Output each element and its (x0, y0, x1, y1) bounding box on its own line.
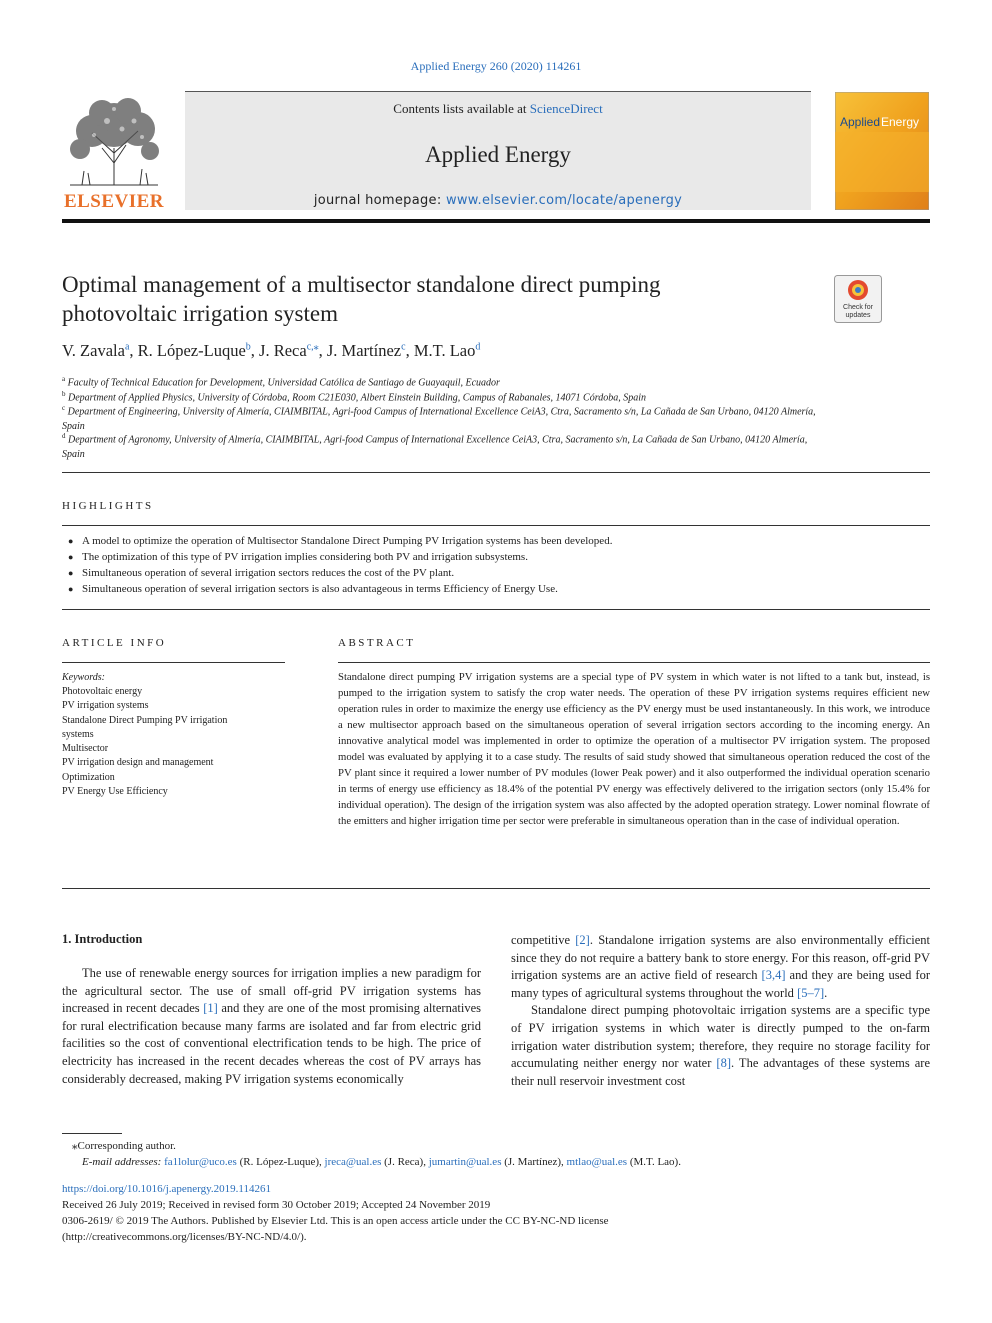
author-list: V. Zavala$^a$, R. López-Luque$^b$, J. Reca$^{c,⁎}$, J. Martínez$^c$, M.T. Lao$^d$ (62, 341, 481, 360)
svg-text:Energy: Energy (881, 115, 920, 129)
keyword: Multisector (62, 743, 109, 755)
affil-text: Department of Agronomy, University of Almería, CIAIMBITAL, Agri-food Campus of International Excellence CeiA3, Ctra, Sacramento s/n, La Cañada de San Urbano, 04120 Almería, Spain (62, 434, 808, 460)
title-line-2: photovoltaic irrigation system (62, 301, 338, 326)
license-line-1: 0306-2619/ © 2019 The Authors. Published by Elsevier Ltd. This is an open access article under the CC BY-NC-ND license (62, 1215, 609, 1227)
journal-title: Applied Energy (425, 142, 571, 167)
journal-homepage (185, 193, 811, 208)
intro-column-2 (511, 932, 930, 1090)
text: The use of renewable energy sources for irrigation implies a new paradigm for the agricultural sector. The use of small off-grid PV irrigation systems has increased in recent decades (62, 966, 481, 1016)
highlights-heading: HIGHLIGHTS (62, 500, 154, 512)
highlight-item: ● Simultaneous operation of several irrigation sectors is also advantageous in terms Efficiency of Energy Use. (62, 581, 930, 597)
crossmark-text-1: Check for (843, 304, 873, 311)
author-name[interactable]: J. Reca (259, 341, 307, 360)
email-addresses: E-mail addresses: fa1lolur@uco.es (R. López-Luque), jreca@ual.es (J. Reca), jumartin@ual.es (J. Martínez), mtlao@ual.es (M.T. Lao). (82, 1156, 681, 1168)
journal-reference[interactable]: Applied Energy 260 (2020) 114261 (410, 59, 582, 73)
author-affil-sup[interactable]: d (475, 341, 481, 353)
keyword: Photovoltaic energy (62, 686, 143, 697)
crossmark-text-2: updates (845, 312, 871, 319)
text: . Standalone irrigation systems are also environmentally efficient since they do not require a battery bank to store energy. For this reason, off-grid PV irrigation systems are an active field of research (511, 933, 930, 983)
citation-link[interactable]: [5–7] (797, 985, 825, 1000)
citation-link[interactable]: [8] (716, 1056, 731, 1071)
text: competitive (511, 933, 576, 947)
header-thick-rule (62, 219, 930, 223)
homepage-link[interactable]: www.elsevier.com/locate/apenergy (445, 193, 683, 208)
intro-paragraph-1 (62, 965, 481, 1088)
text: . The advantages of these systems are their null reservoir investment cost (511, 1056, 931, 1088)
affil-sup: c (62, 404, 66, 412)
intro-paragraph-2 (511, 1002, 930, 1090)
text: (J. Reca) (384, 1156, 424, 1168)
affil-sup: d (62, 432, 66, 440)
divider (62, 609, 930, 610)
text: and they are one of the most promising alternatives for rural electrification because many farms are isolated and far from electric grid facilities so the cost of conventional electrification tends to be high. The price of electricity has increased in the recent decades whereas the cost of PV arrays has considerably decreased, making PV irrigation systems economically (62, 1001, 481, 1086)
author-affil-sup[interactable]: c,⁎ (306, 341, 319, 353)
affil-text: Department of Engineering, University of Almería, CIAIMBITAL, Agri-food Campus of International Excellence CeiA3, Ctra, Sacramento s/n, La Cañada de San Urbano, 04120 Almería, Spain (62, 406, 816, 432)
divider (62, 662, 285, 663)
citation-link[interactable]: [1] (203, 1001, 218, 1016)
keyword: Standalone Direct Pumping PV irrigation (62, 714, 228, 726)
author-name[interactable]: R. López-Luque (137, 341, 246, 360)
highlight-item: ● Simultaneous operation of several irrigation sectors reduces the cost of the PV plant. (62, 565, 930, 581)
affil-sup: a (62, 375, 66, 383)
abstract-text: Standalone direct pumping PV irrigation systems are a special type of PV system in which water is not lifted to a tank but, instead, is pumped to the irrigation system to satisfy the crop water needs. The operation of these PV irrigation systems requires efficient new operation rules in order to maximize the energy use efficiency as the PV energy must be used instantaneously. In this work, we introduce a new multisector approach based on the simultaneous operation of several irrigation sectors according to the incoming energy. An innovative analytical model was implemented in order to optimize the operation of a multisector PV irrigation system. The proposed model was evaluated by applying it to a case study. The results of said study showed that simultaneous operation reduced the cost of the PV plant since it required a lower number of PV modules (lower Peak power) and it also outperformed the individual operation scenario in terms of energy use efficiency as 18.4% of the potential PV energy was effectively delivered to the irrigation sectors (only 15.4% for individual operation). The design of the irrigation system was also affected by the adopted operation strategy. Lower nominal flowrate of the emitters and higher irrigation time per sector were preferable in simultaneous operation than in the case of individual operation. (338, 671, 930, 827)
keywords-list (62, 685, 282, 799)
corresponding-author-note: ⁎Corresponding author. (72, 1140, 176, 1152)
keyword: PV irrigation systems (62, 700, 149, 712)
abstract-heading: ABSTRACT (338, 637, 416, 649)
footnote-rule (62, 1133, 122, 1134)
author-affil-sup[interactable]: b (245, 341, 251, 353)
license-line-2[interactable]: (http://creativecommons.org/licenses/BY-NC-ND/4.0/). (62, 1231, 307, 1243)
affil-text: Department of Applied Physics, University of Córdoba, Room C21E030, Albert Einstein Building, Campus of Rabanales, 14071 Córdoba, Spain (68, 392, 647, 404)
citation-link[interactable]: [3,4] (761, 968, 786, 983)
text: (J. Martínez) (504, 1156, 562, 1168)
author-name[interactable]: J. Martínez (326, 341, 402, 360)
contents-prefix: Contents lists available at (393, 101, 530, 116)
keyword: Optimization (62, 771, 115, 783)
email-link[interactable]: mtlao@ual.es (566, 1156, 628, 1168)
article-info-heading: ARTICLE INFO (62, 637, 167, 649)
text: (M.T. Lao). (629, 1156, 681, 1168)
sciencedirect-link[interactable]: ScienceDirect (529, 101, 603, 116)
text: and they are being used for many types of agricultural systems throughout the world (511, 968, 930, 1000)
divider (62, 525, 930, 526)
intro-column-1 (62, 965, 481, 1088)
highlight-item: ● A model to optimize the operation of Multisector Standalone Direct Pumping PV Irrigation systems has been developed. (62, 533, 930, 549)
elsevier-wordmark: ELSEVIER (63, 191, 165, 212)
section-heading-introduction: 1. Introduction (62, 932, 143, 946)
highlights-list (62, 533, 930, 597)
affil-text: Faculty of Technical Education for Development, Universidad Católica de Santiago de Guayaquil, Ecuador (67, 377, 500, 389)
doi-link[interactable]: https://doi.org/10.1016/j.apenergy.2019.114261 (62, 1183, 271, 1195)
article-title (62, 270, 822, 328)
text: (R. López-Luque) (239, 1156, 320, 1168)
affiliation-d (62, 429, 822, 462)
affil-sup: b (62, 390, 66, 398)
homepage-prefix: journal homepage: (313, 193, 446, 208)
citation-link[interactable]: [2] (575, 933, 590, 947)
title-line-1: Optimal management of a multisector standalone direct pumping (62, 272, 661, 297)
keyword: PV irrigation design and management (62, 757, 214, 769)
svg-text:Applied: Applied (840, 115, 881, 129)
journal-cover-image (835, 92, 929, 210)
author-affil-sup[interactable]: c (401, 341, 406, 353)
keywords-label: Keywords: (62, 672, 105, 683)
highlight-item: ● The optimization of this type of PV irrigation implies considering both PV and irrigation subsystems. (62, 549, 930, 565)
email-link[interactable]: jumartin@ual.es (428, 1156, 502, 1168)
divider (338, 662, 930, 663)
received-dates: Received 26 July 2019; Received in revised form 30 October 2019; Accepted 24 November 2019 (62, 1199, 491, 1211)
email-label: E-mail addresses: (82, 1156, 162, 1168)
email-link[interactable]: fa1lolur@uco.es (164, 1156, 237, 1168)
check-for-updates-badge[interactable] (834, 275, 882, 323)
divider (62, 888, 930, 889)
author-name[interactable]: M.T. Lao (413, 341, 476, 360)
email-link[interactable]: jreca@ual.es (324, 1156, 382, 1168)
text: Corresponding author. (77, 1140, 176, 1152)
text: Standalone direct pumping photovoltaic irrigation systems are a specific type of PV irrigation systems in which water is directly pumped to the on-farm irrigation water distribution system; therefore, they require no storage facility for accumulating neither energy nor water (511, 1003, 930, 1071)
intro-paragraph-1-cont (511, 932, 930, 1002)
author-name[interactable]: V. Zavala (62, 341, 125, 360)
keyword: PV Energy Use Efficiency (62, 786, 168, 798)
divider (62, 472, 930, 473)
keyword: systems (62, 728, 94, 740)
author-affil-sup[interactable]: a (124, 341, 130, 353)
text: . (824, 985, 828, 1000)
contents-line (185, 101, 811, 117)
